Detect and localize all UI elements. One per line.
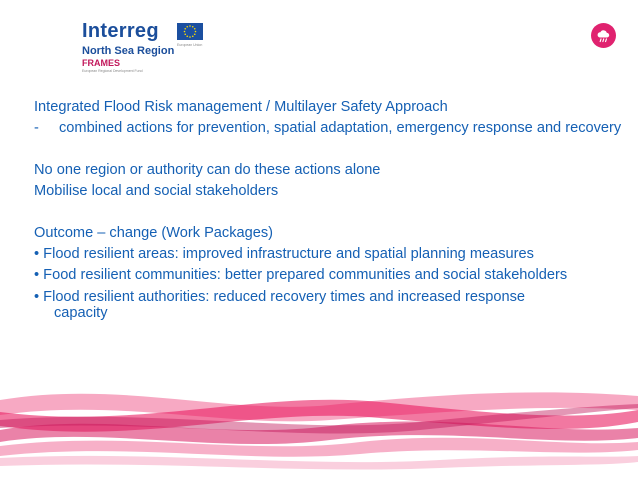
heading-line: Integrated Flood Risk management / Multilayer Safety Approach: [34, 99, 448, 115]
dash-marker: -: [34, 120, 39, 136]
dash-item-text: combined actions for prevention, spatial adaptation, emergency response and recovery: [59, 120, 622, 136]
bullet-item: • Flood resilient authorities: reduced recovery times and increased response: [34, 289, 526, 305]
dash-item: [34, 118, 630, 139]
interreg-logo: [82, 21, 232, 77]
bullet-item-continuation: capacity: [54, 305, 108, 321]
outcome-heading: Outcome – change (Work Packages): [34, 225, 274, 241]
weather-badge: [591, 23, 616, 48]
logo-project: FRAMES: [82, 58, 120, 68]
spacer: [34, 202, 630, 223]
eu-caption: European Union: [177, 43, 203, 47]
slide-content: [34, 97, 630, 321]
logo-fund: European Regional Development Fund: [82, 69, 143, 73]
bullet-item: • Flood resilient areas: improved infrastructure and spatial planning measures: [34, 246, 534, 262]
logo-region: North Sea Region: [82, 45, 175, 57]
cloud-rain-icon: [596, 28, 611, 43]
bullet-item: • Food resilient communities: better prepared communities and social stakeholders: [34, 267, 568, 283]
decorative-ribbons: [0, 360, 638, 478]
spacer: [34, 139, 630, 160]
line-alone: No one region or authority can do these actions alone: [34, 162, 381, 178]
logo-wordmark: Interreg: [82, 20, 159, 42]
line-mobilise: Mobilise local and social stakeholders: [34, 183, 279, 199]
eu-flag-icon: [177, 23, 203, 40]
